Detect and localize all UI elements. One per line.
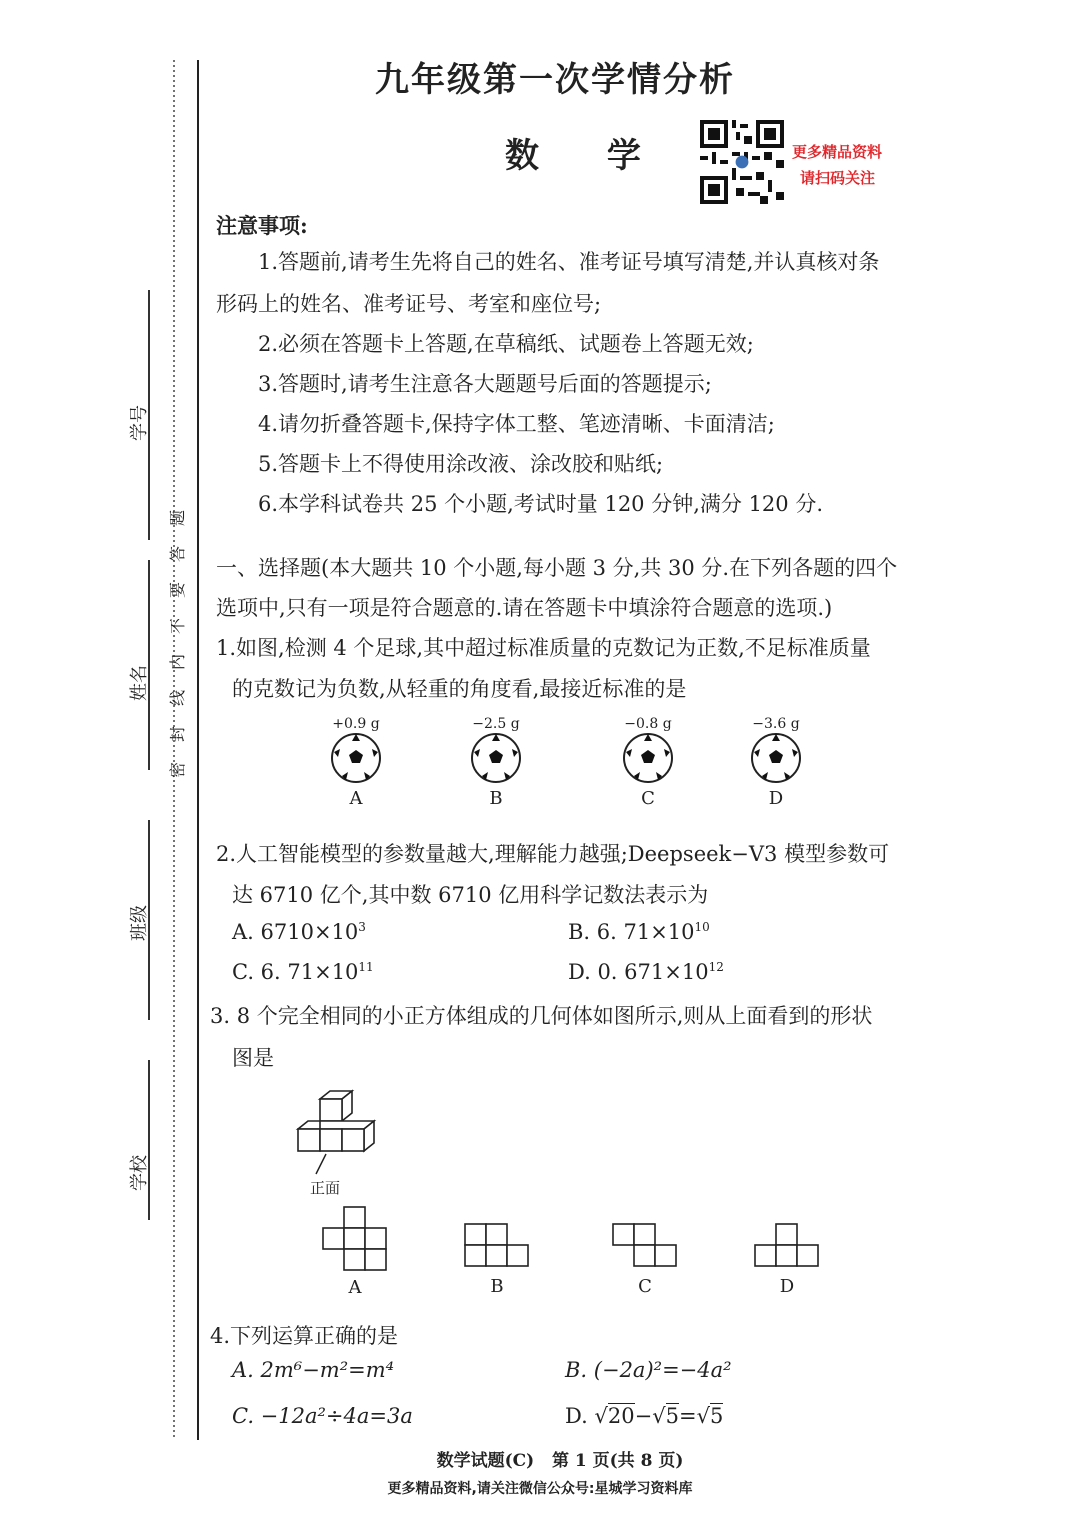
field-xuexiao[interactable] [120,1060,160,1220]
ball-mass: −3.6 g [752,716,800,732]
notice-item: 形码上的姓名、准考证号、考室和座位号; [216,292,602,316]
promo-line-1: 更多精品资料 [792,143,883,161]
option-label: C [641,788,655,809]
option-label: A [348,1277,362,1298]
notice-item: 6.本学科试卷共 25 个小题,考试时量 120 分钟,满分 120 分. [258,492,823,516]
field-xingming-label: 姓名 [129,665,150,701]
option-text: A. 6710×10 [232,920,359,944]
soccer-ball-icon [750,732,802,784]
option-exp: 11 [358,960,374,974]
option-exp: 3 [358,920,366,934]
q2-option-b[interactable] [568,920,710,944]
ball-mass: −2.5 g [472,716,520,732]
field-xuehao[interactable] [120,290,160,540]
seal-text [168,500,188,788]
q1-option-c[interactable] [618,716,678,809]
notice-item: 1.答题前,请考生先将自己的姓名、准考证号填写清楚,并认真核对条 [258,250,880,274]
seal-char: 内 [167,653,187,671]
top-view-a [321,1205,389,1273]
soccer-ball-icon [330,732,382,784]
sqrt-icon: √ [652,1404,666,1428]
qr-code-icon[interactable] [700,120,784,204]
q4-option-c[interactable]: C. −12a²÷4a=3a [232,1404,413,1428]
q2-option-d[interactable] [568,960,724,984]
q1-option-a[interactable] [326,716,386,809]
option-label: D [779,1276,795,1297]
q1-stem: 1.如图,检测 4 个足球,其中超过标准质量的克数记为正数,不足标准质量 [216,636,871,660]
notice-item: 2.必须在答题卡上答题,在草稿纸、试题卷上答题无效; [258,332,754,356]
sqrt-icon: √ [696,1404,710,1428]
q3-stem: 3. 8 个完全相同的小正方体组成的几何体如图所示,则从上面看到的形状 [210,1004,873,1028]
equals-sign: = [678,1404,697,1428]
front-label: 正面 [310,1179,341,1197]
exam-title: 九年级第一次学情分析 [375,60,735,100]
notice-heading: 注意事项: [216,213,308,238]
front-arrow [308,1150,338,1180]
sqrt-icon: √ [594,1404,608,1428]
seal-char: 不 [167,617,187,635]
q4-option-a[interactable]: A. 2m⁶−m²=m⁴ [232,1358,395,1382]
seal-char: 要 [167,581,187,599]
q2-stem: 2.人工智能模型的参数量越大,理解能力越强;Deepseek−V3 模型参数可 [216,842,890,866]
q1-option-d[interactable] [746,716,806,809]
radicand: 20 [607,1404,635,1428]
radicand: 5 [709,1404,724,1428]
q2-stem-cont: 达 6710 亿个,其中数 6710 亿用科学记数法表示为 [232,883,709,907]
option-label: C [638,1276,652,1297]
field-xingming[interactable] [120,560,160,770]
promo-line-2: 请扫码关注 [800,169,876,187]
field-xuehao-label: 学号 [129,405,150,441]
notice-item: 3.答题时,请考生注意各大题题号后面的答题提示; [258,372,712,396]
radicand: 5 [665,1404,679,1428]
q3-option-d[interactable] [752,1222,822,1297]
notice-item: 5.答题卡上不得使用涂改液、涂改胶和贴纸; [258,452,664,476]
subject-title: 数 学 [505,136,669,176]
option-label: A [349,788,363,809]
q2-option-a[interactable] [232,920,366,944]
ball-mass: +0.9 g [332,716,380,732]
option-text: B. 6. 71×10 [568,920,695,944]
field-banji[interactable] [120,820,160,1020]
seal-char: 密 [167,761,187,779]
q1-option-b[interactable] [466,716,526,809]
notice-item: 4.请勿折叠答题卡,保持字体工整、笔迹清晰、卡面清洁; [258,412,775,436]
option-label: D [768,788,784,809]
option-exp: 12 [708,960,724,974]
field-banji-label: 班级 [129,905,150,941]
soccer-ball-icon [622,732,674,784]
top-view-b [463,1222,531,1272]
option-text: C. 6. 71×10 [232,960,359,984]
top-view-c [611,1222,679,1272]
section-heading: 一、选择题(本大题共 10 个小题,每小题 3 分,共 30 分.在下列各题的四个 [216,556,898,580]
section-heading-cont: 选项中,只有一项是符合题意的.请在答题卡中填涂符合题意的选项.) [216,596,833,620]
q4-option-d[interactable] [565,1404,723,1428]
seal-char: 线 [167,689,187,707]
q1-stem-cont: 的克数记为负数,从轻重的角度看,最接近标准的是 [232,677,687,701]
soccer-ball-icon [470,732,522,784]
minus-sign: − [634,1404,653,1428]
option-text: D. 0. 671×10 [568,960,709,984]
seal-char: 封 [167,725,187,743]
footer-promo: 更多精品资料,请关注微信公众号:星城学习资料库 [387,1481,693,1497]
page-footer: 数学试题(C) 第 1 页(共 8 页) [436,1451,684,1471]
seal-char: 题 [167,509,187,527]
option-label: B [489,788,503,809]
q3-option-a[interactable] [320,1205,390,1298]
top-view-d [753,1222,821,1272]
q3-stem-cont: 图是 [232,1046,274,1070]
q4-stem: 4.下列运算正确的是 [210,1324,399,1348]
option-label: B [490,1276,504,1297]
seal-char: 答 [167,545,187,563]
option-text: D. [565,1404,588,1428]
q2-option-c[interactable] [232,960,374,984]
option-exp: 10 [694,920,710,934]
cube-figure [290,1085,390,1165]
q4-option-b[interactable]: B. (−2a)²=−4a² [565,1358,732,1382]
q3-option-b[interactable] [462,1222,532,1297]
field-xuexiao-label: 学校 [129,1155,150,1191]
ball-mass: −0.8 g [624,716,672,732]
q3-option-c[interactable] [610,1222,680,1297]
